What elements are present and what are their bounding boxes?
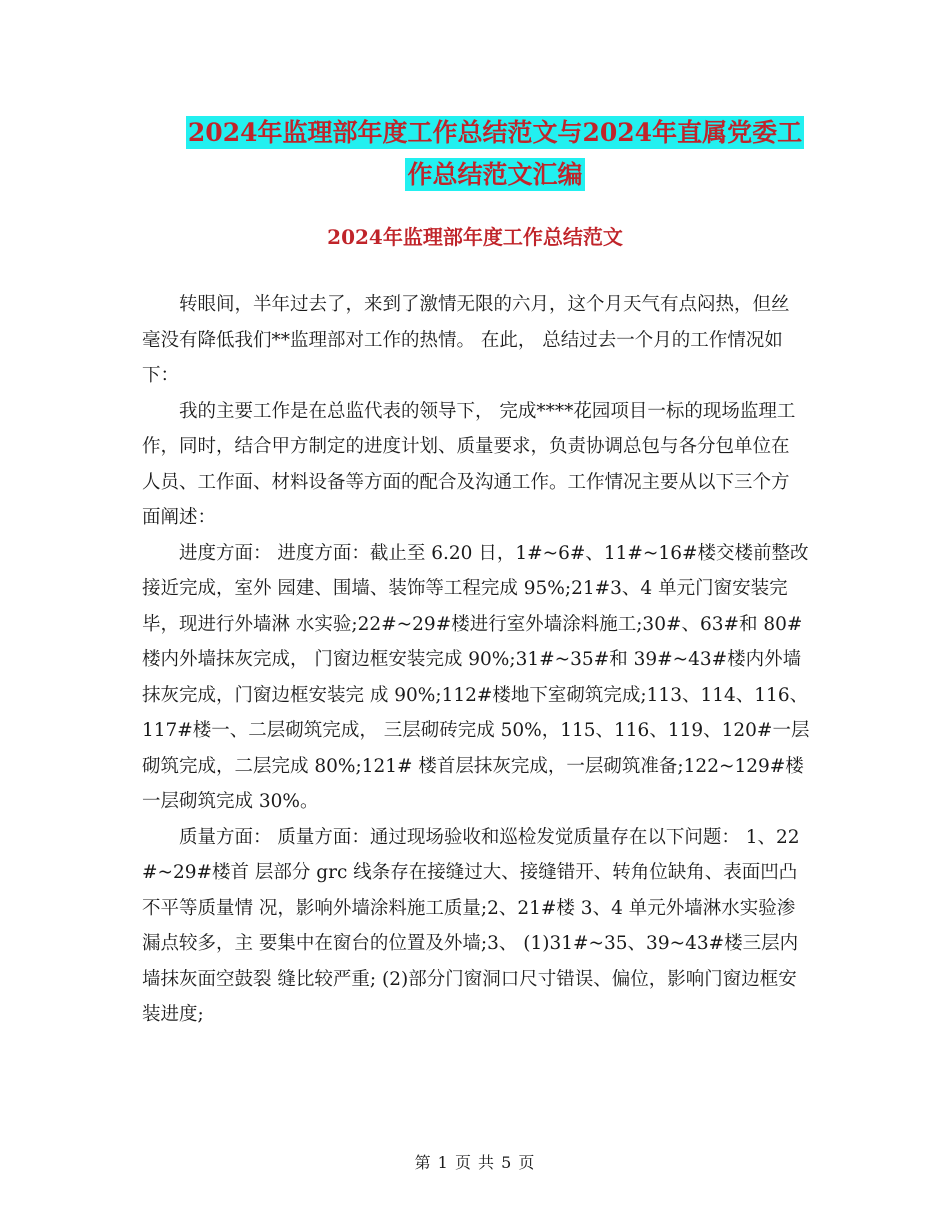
title-line-2: 作总结范文汇编 xyxy=(407,160,583,189)
page-footer: 第 1 页 共 5 页 xyxy=(414,1153,536,1172)
document-title xyxy=(140,112,850,196)
document-body xyxy=(142,287,810,1033)
paragraph-intro: 转眼间，半年过去了，来到了激情无限的六月，这个月天气有点闷热，但丝 毫没有降低我们**监理部对工作的热情。 在此， 总结过去一个月的工作情况如下： xyxy=(142,294,790,386)
paragraph-progress: 进度方面： 进度方面：截止至 6.20 日，1#~6#、11#~16#楼交楼前整改接近完成，室外 园建、围墙、装饰等工程完成 95%;21#3、4 单元门窗安装完毕，现进行外墙淋 水实验;22#~29#楼进行室外墙涂料施工;30#、63#和 80#楼内外墙抹灰完成， 门窗边框安装完成 90%;31#~35#和 39#~43#楼内外墙抹灰完成，门窗边框安装完 成 90%;112#楼地下室砌筑完成;113、114、116、117#楼一、二层砌筑完成， 三层砌砖完成 50%，115、116、119、120#一层砌筑完成，二层完成 80%;121# 楼首层抹灰完成，一层砌筑准备;122~129#楼一层砌筑完成 30%。 xyxy=(142,542,810,812)
paragraph-quality: 质量方面： 质量方面：通过现场验收和巡检发觉质量存在以下问题： 1、22#~29#楼首 层部分 grc 线条存在接缝过大、接缝错开、转角位缺角、表面凹凸不平等质量情 况，影响外墙涂料施工质量;2、21#楼 3、4 单元外墙淋水实验渗漏点较多，主 要集中在窗台的位置及外墙;3、 (1)31#~35、39~43#楼三层内墙抹灰面空鼓裂 缝比较严重; (2)部分门窗洞口尺寸错误、偏位，影响门窗边框安装进度; xyxy=(142,826,800,1025)
title-line-1: 2024年监理部年度工作总结范文与2024年直属党委工 xyxy=(187,118,803,147)
paragraph-main-work: 我的主要工作是在总监代表的领导下， 完成****花园项目一标的现场监理工 作，同时，结合甲方制定的进度计划、质量要求，负责协调总包与各分包单位在 人员、工作面、材料设备等方面的配合及沟通工作。工作情况主要从以下三个方 面阐述： xyxy=(142,400,796,528)
section-title: 2024年监理部年度工作总结范文 xyxy=(327,225,623,249)
